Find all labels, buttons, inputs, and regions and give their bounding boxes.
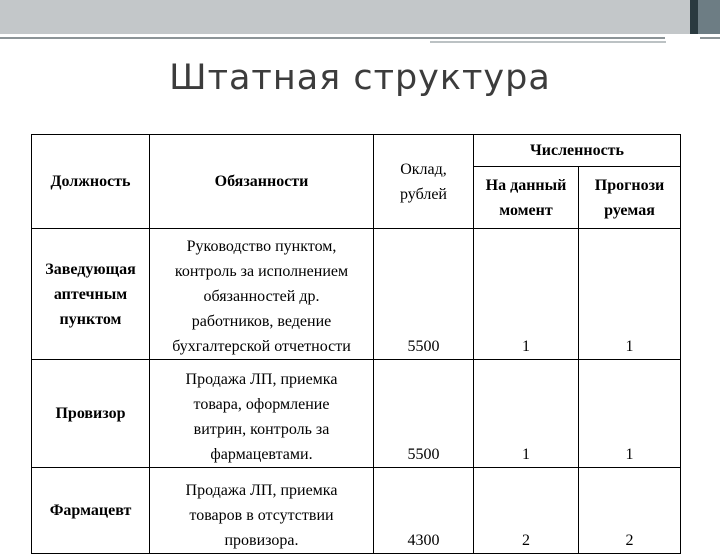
duty-line: витрин, контроль за (193, 421, 330, 438)
cell-current: 2 (474, 468, 579, 554)
cell-position (32, 468, 150, 554)
cell-forecast: 2 (579, 468, 681, 554)
header-decoration (0, 0, 720, 34)
header-headcount (474, 135, 681, 167)
header-current (474, 167, 579, 229)
cell-duties (150, 360, 374, 468)
cell-position (32, 360, 150, 468)
cell-forecast: 1 (579, 360, 681, 468)
position-line: пунктом (59, 310, 122, 328)
duty-line: Продажа ЛП, приемка (185, 371, 338, 388)
header-accent-line (700, 37, 720, 39)
header-bar-slate (698, 0, 720, 34)
position-line: Провизор (55, 405, 126, 422)
header-forecast-line: руемая (604, 201, 655, 219)
cell-duties (150, 468, 374, 554)
header-forecast (579, 167, 681, 229)
cell-salary: 5500 (374, 360, 474, 468)
header-duties-label: Обязанности (214, 173, 309, 190)
table-row (32, 360, 681, 468)
header-current-line: момент (499, 201, 553, 219)
duty-line: работников, ведение (191, 313, 332, 330)
header-forecast-line: Прогнози (594, 176, 665, 194)
cell-salary: 4300 (374, 468, 474, 554)
cell-salary: 5500 (374, 229, 474, 360)
header-salary (374, 135, 474, 229)
duty-line: Руководство пунктом, (186, 238, 337, 255)
duty-line: товаров в отсутствии (189, 507, 334, 524)
header-bar-dark (690, 0, 698, 34)
position-line: аптечным (53, 285, 128, 303)
cell-duties (150, 229, 374, 360)
cell-current: 1 (474, 229, 579, 360)
duty-line: фармацевтами. (210, 446, 313, 463)
header-salary-line: рублей (400, 185, 447, 203)
duty-line: товара, оформление (193, 396, 330, 413)
header-salary-line: Оклад, (400, 160, 447, 178)
duty-line: Продажа ЛП, приемка (185, 482, 338, 499)
header-accent-line (430, 41, 666, 43)
header-accent-line (0, 37, 665, 39)
position-line: Фармацевт (49, 502, 132, 519)
cell-position (32, 229, 150, 360)
staff-table (31, 134, 681, 554)
table-row (32, 468, 681, 554)
cell-current: 1 (474, 360, 579, 468)
header-position-label: Должность (50, 173, 131, 190)
slide-title: Штатная структура (169, 58, 551, 98)
duty-line: провизора. (224, 532, 299, 549)
header-bar-gray (0, 0, 690, 34)
position-line: Заведующая (45, 260, 136, 278)
header-headcount-label: Численность (530, 142, 624, 159)
header-current-line: На данный (485, 176, 567, 194)
duty-line: бухгалтерской отчетности (172, 338, 351, 355)
table-row (32, 229, 681, 360)
duty-line: обязанностей др. (203, 288, 320, 305)
cell-forecast: 1 (579, 229, 681, 360)
header-duties (150, 135, 374, 229)
header-position (32, 135, 150, 229)
duty-line: контроль за исполнением (174, 263, 349, 280)
